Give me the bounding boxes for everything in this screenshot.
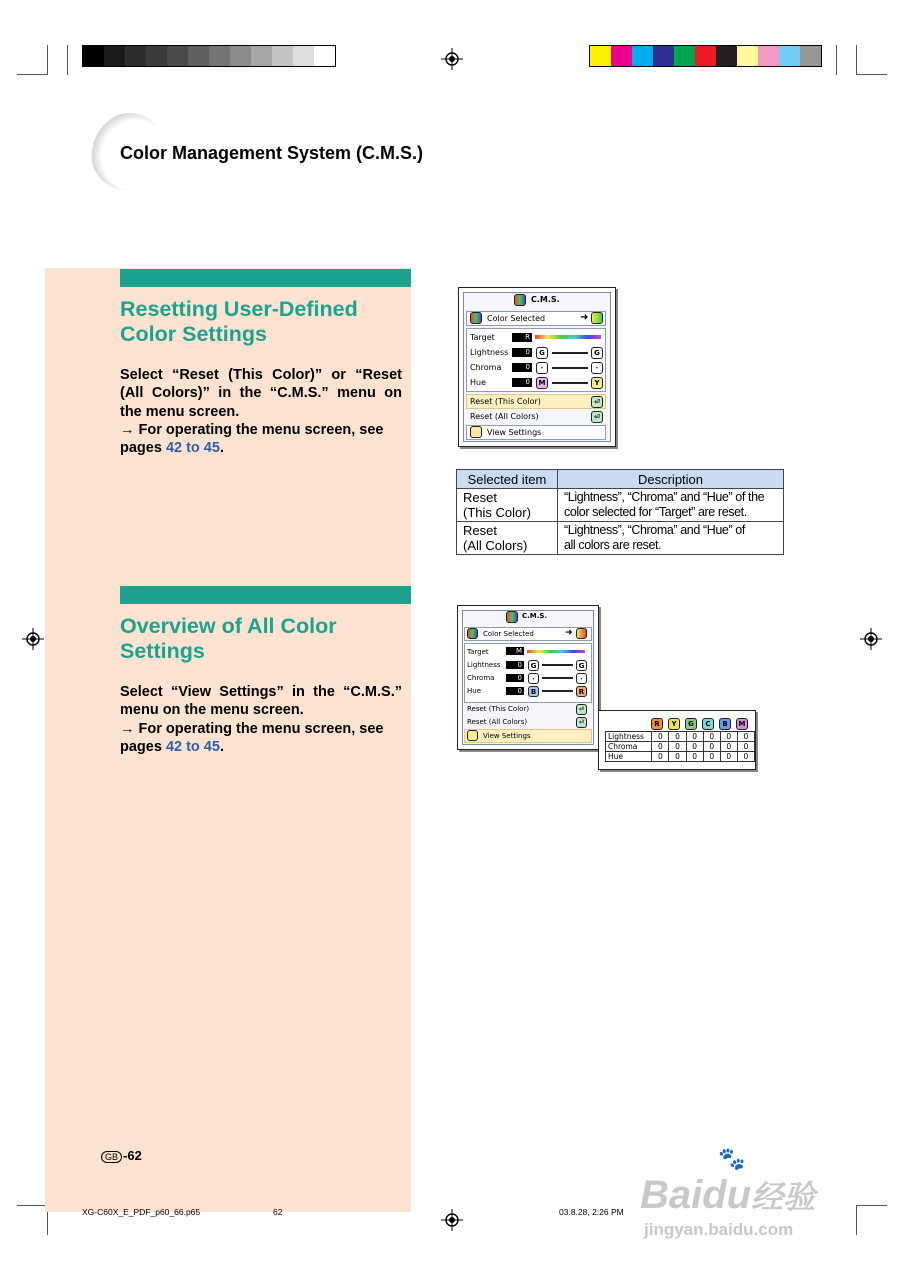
row-label: Hue	[606, 752, 652, 762]
color-swatch	[251, 46, 272, 66]
slider-track[interactable]	[542, 677, 573, 679]
table-row	[457, 522, 784, 555]
row-label: Target	[467, 648, 489, 656]
watermark-accent: du	[702, 1173, 752, 1217]
value-cell: 0	[720, 742, 737, 752]
heading-line: Color Settings	[120, 322, 267, 346]
pages-suffix: .	[219, 738, 224, 755]
color-chip-icon: C	[702, 718, 714, 730]
target-icon	[576, 628, 587, 639]
pages-prefix: pages	[120, 738, 166, 755]
menu-title: C.M.S.	[531, 295, 560, 304]
table-row	[457, 489, 784, 522]
table-row	[606, 752, 755, 762]
color-chip-icon: Y	[668, 718, 680, 730]
footer-date: 03.8.28, 2:26 PM	[559, 1207, 624, 1217]
value-cell: 0	[669, 752, 686, 762]
view-settings-table	[598, 710, 756, 770]
color-swatch	[674, 46, 695, 66]
lightness-low-icon: G	[536, 347, 548, 359]
body-line	[120, 439, 402, 457]
target-value[interactable]: M	[506, 647, 524, 655]
registration-mark-icon	[860, 628, 882, 650]
enter-icon: ⏎	[576, 717, 587, 728]
hue-high-icon: R	[576, 686, 587, 697]
cell-line: (This Color)	[463, 505, 531, 520]
crop-mark	[836, 45, 837, 75]
value-cell: 0	[703, 732, 720, 742]
color-selected-label: Color Selected	[487, 314, 546, 323]
value-cell: 0	[686, 732, 703, 742]
view-icon	[470, 426, 482, 438]
color-swatch	[293, 46, 314, 66]
table-cell	[457, 489, 558, 522]
grayscale-color-bar	[82, 45, 336, 67]
page-title: Color Management System (C.M.S.)	[120, 143, 424, 163]
hue-value[interactable]: 0	[506, 687, 524, 695]
value-cell: 0	[652, 752, 669, 762]
body-line: (All Colors)” in the “C.M.S.” menu on	[120, 385, 402, 402]
chroma-high-icon: ∙	[591, 362, 603, 374]
crop-mark	[856, 1205, 857, 1235]
watermark-url: jingyan.baidu.com	[644, 1220, 794, 1239]
registration-mark-icon	[441, 1209, 463, 1231]
page-link[interactable]: 42 to 45	[165, 738, 220, 755]
value-cell: 0	[703, 742, 720, 752]
column-header: Selected item	[457, 470, 558, 489]
heading-line: Settings	[120, 639, 205, 663]
color-swatch	[695, 46, 716, 66]
color-swatch	[632, 46, 653, 66]
color-swatch	[230, 46, 251, 66]
menu-item-label[interactable]: Reset (This Color)	[467, 705, 530, 713]
color-swatch	[104, 46, 125, 66]
crop-mark	[47, 45, 48, 75]
value-cell: 0	[737, 732, 754, 742]
table-cell	[558, 522, 784, 555]
page-number-value: -62	[123, 1148, 142, 1163]
value-cell: 0	[703, 752, 720, 762]
lightness-high-icon: G	[591, 347, 603, 359]
menu-item-label: View Settings	[487, 428, 542, 437]
chroma-value[interactable]: 0	[512, 363, 532, 372]
color-swatch	[167, 46, 188, 66]
target-value[interactable]: R	[512, 333, 532, 342]
color-swatch	[611, 46, 632, 66]
hue-low-icon: M	[536, 377, 548, 389]
view-icon	[467, 730, 478, 741]
section-divider	[120, 586, 411, 604]
enter-icon: ⏎	[591, 411, 603, 423]
body-line: the menu screen.	[120, 403, 240, 420]
slider-track[interactable]	[552, 367, 588, 369]
cms-icon	[514, 294, 526, 306]
slider-track[interactable]	[552, 382, 588, 384]
table-header-row	[457, 470, 784, 489]
table-row	[606, 732, 755, 742]
color-chip-icon: G	[685, 718, 697, 730]
crop-mark	[67, 45, 68, 75]
color-swatch	[779, 46, 800, 66]
value-cell: 0	[669, 742, 686, 752]
footer-page: 62	[273, 1207, 283, 1217]
crop-mark	[856, 45, 857, 75]
value-cell: 0	[652, 732, 669, 742]
chroma-high-icon: ∙	[576, 673, 587, 684]
body-line: → For operating the menu screen, see	[120, 720, 384, 737]
value-cell: 0	[720, 752, 737, 762]
enter-arrow-icon: ➜	[565, 628, 573, 638]
cell-line: all colors are reset.	[564, 538, 662, 552]
page-number	[101, 1148, 142, 1163]
body-line: menu on the menu screen.	[120, 702, 304, 719]
process-color-bar	[589, 45, 822, 67]
palette-icon	[470, 312, 482, 324]
slider-track[interactable]	[552, 352, 588, 354]
body-line: Select “Reset (This Color)” or “Reset	[120, 367, 402, 383]
row-label: Lightness	[467, 661, 501, 669]
lightness-value[interactable]: 0	[506, 661, 524, 669]
color-swatch	[188, 46, 209, 66]
section-divider	[120, 269, 411, 287]
chroma-value[interactable]: 0	[506, 674, 524, 682]
color-swatch	[737, 46, 758, 66]
enter-icon: ⏎	[591, 396, 603, 408]
value-cell: 0	[652, 742, 669, 752]
lightness-value[interactable]: 0	[512, 348, 532, 357]
color-swatch	[209, 46, 230, 66]
enter-icon: ⏎	[576, 704, 587, 715]
watermark-cn: 经验	[751, 1179, 816, 1215]
heading-line: Overview of All Color	[120, 614, 337, 638]
footer-filename: XG-C60X_E_PDF_p60_66.p65	[82, 1207, 201, 1217]
color-swatch	[653, 46, 674, 66]
value-cell: 0	[669, 732, 686, 742]
cms-icon	[506, 611, 518, 623]
menu-item-label[interactable]: Reset (All Colors)	[467, 718, 528, 726]
slider-track[interactable]	[542, 664, 573, 666]
chroma-low-icon: ∙	[528, 673, 539, 684]
crop-mark	[17, 74, 47, 75]
section-heading	[120, 297, 405, 347]
row-label: Hue	[470, 378, 487, 387]
menu-item-label: View Settings	[483, 732, 531, 740]
color-spectrum-bar	[535, 335, 601, 339]
body-line	[120, 738, 402, 756]
color-spectrum-bar	[527, 650, 585, 653]
row-label: Lightness	[606, 732, 652, 742]
section-heading	[120, 614, 405, 664]
region-badge: GB	[101, 1151, 122, 1163]
crop-mark	[857, 74, 887, 75]
registration-mark-icon	[22, 628, 44, 650]
paw-icon: 🐾	[718, 1146, 746, 1171]
section-body	[120, 366, 402, 457]
cms-menu-screen	[457, 605, 599, 750]
color-swatch	[758, 46, 779, 66]
cell-line: Reset	[463, 523, 497, 538]
watermark-main: Bai	[640, 1173, 703, 1217]
registration-mark-icon	[441, 48, 463, 70]
color-chip-icon: M	[736, 718, 748, 730]
cell-line: “Lightness”, “Chroma” and “Hue” of	[564, 523, 745, 537]
cell-line: Reset	[463, 490, 497, 505]
value-cell: 0	[737, 752, 754, 762]
menu-item-label[interactable]: Reset (All Colors)	[470, 412, 539, 421]
settings-grid	[605, 731, 755, 762]
row-label: Hue	[467, 687, 482, 695]
chroma-low-icon: ∙	[536, 362, 548, 374]
reset-options-table	[456, 469, 784, 555]
cell-line: color selected for “Target” are reset.	[564, 505, 747, 519]
hue-value[interactable]: 0	[512, 378, 532, 387]
color-swatch	[146, 46, 167, 66]
heading-line: Resetting User-Defined	[120, 297, 358, 321]
row-label: Chroma	[606, 742, 652, 752]
hue-low-icon: B	[528, 686, 539, 697]
color-swatch	[125, 46, 146, 66]
lightness-low-icon: G	[528, 660, 539, 671]
color-chip-icon: R	[651, 718, 663, 730]
row-label: Chroma	[467, 674, 495, 682]
hue-high-icon: Y	[591, 377, 603, 389]
menu-item-label: Reset (This Color)	[470, 397, 541, 406]
crop-mark	[17, 1205, 47, 1206]
table-row	[606, 742, 755, 752]
value-cell: 0	[686, 742, 703, 752]
color-chip-icon: B	[719, 718, 731, 730]
row-label: Chroma	[470, 363, 502, 372]
color-swatch	[314, 46, 335, 66]
palette-icon	[467, 628, 478, 639]
lightness-high-icon: G	[576, 660, 587, 671]
cell-line: “Lightness”, “Chroma” and “Hue” of the	[564, 490, 765, 504]
color-swatch	[272, 46, 293, 66]
pages-prefix: pages	[120, 440, 166, 457]
enter-arrow-icon: ➜	[580, 312, 589, 323]
color-swatch	[590, 46, 611, 66]
menu-title: C.M.S.	[522, 612, 548, 620]
color-swatch	[83, 46, 104, 66]
color-selected-label: Color Selected	[483, 630, 534, 638]
value-cell: 0	[686, 752, 703, 762]
cell-line: (All Colors)	[463, 538, 528, 553]
cms-menu-screen	[458, 287, 616, 447]
pages-suffix: .	[219, 440, 224, 457]
slider-track[interactable]	[542, 690, 573, 692]
table-cell	[457, 522, 558, 555]
row-label: Lightness	[470, 348, 509, 357]
page-link[interactable]: 42 to 45	[165, 440, 220, 457]
section-body	[120, 683, 402, 756]
crop-mark	[857, 1205, 887, 1206]
target-icon	[591, 312, 603, 324]
column-header: Description	[558, 470, 784, 489]
body-line: Select “View Settings” in the “C.M.S.”	[120, 684, 402, 700]
color-swatch	[800, 46, 821, 66]
value-cell: 0	[737, 742, 754, 752]
color-swatch	[716, 46, 737, 66]
body-line: → For operating the menu screen, see	[120, 421, 384, 438]
row-label: Target	[470, 333, 495, 342]
value-cell: 0	[720, 732, 737, 742]
table-cell	[558, 489, 784, 522]
